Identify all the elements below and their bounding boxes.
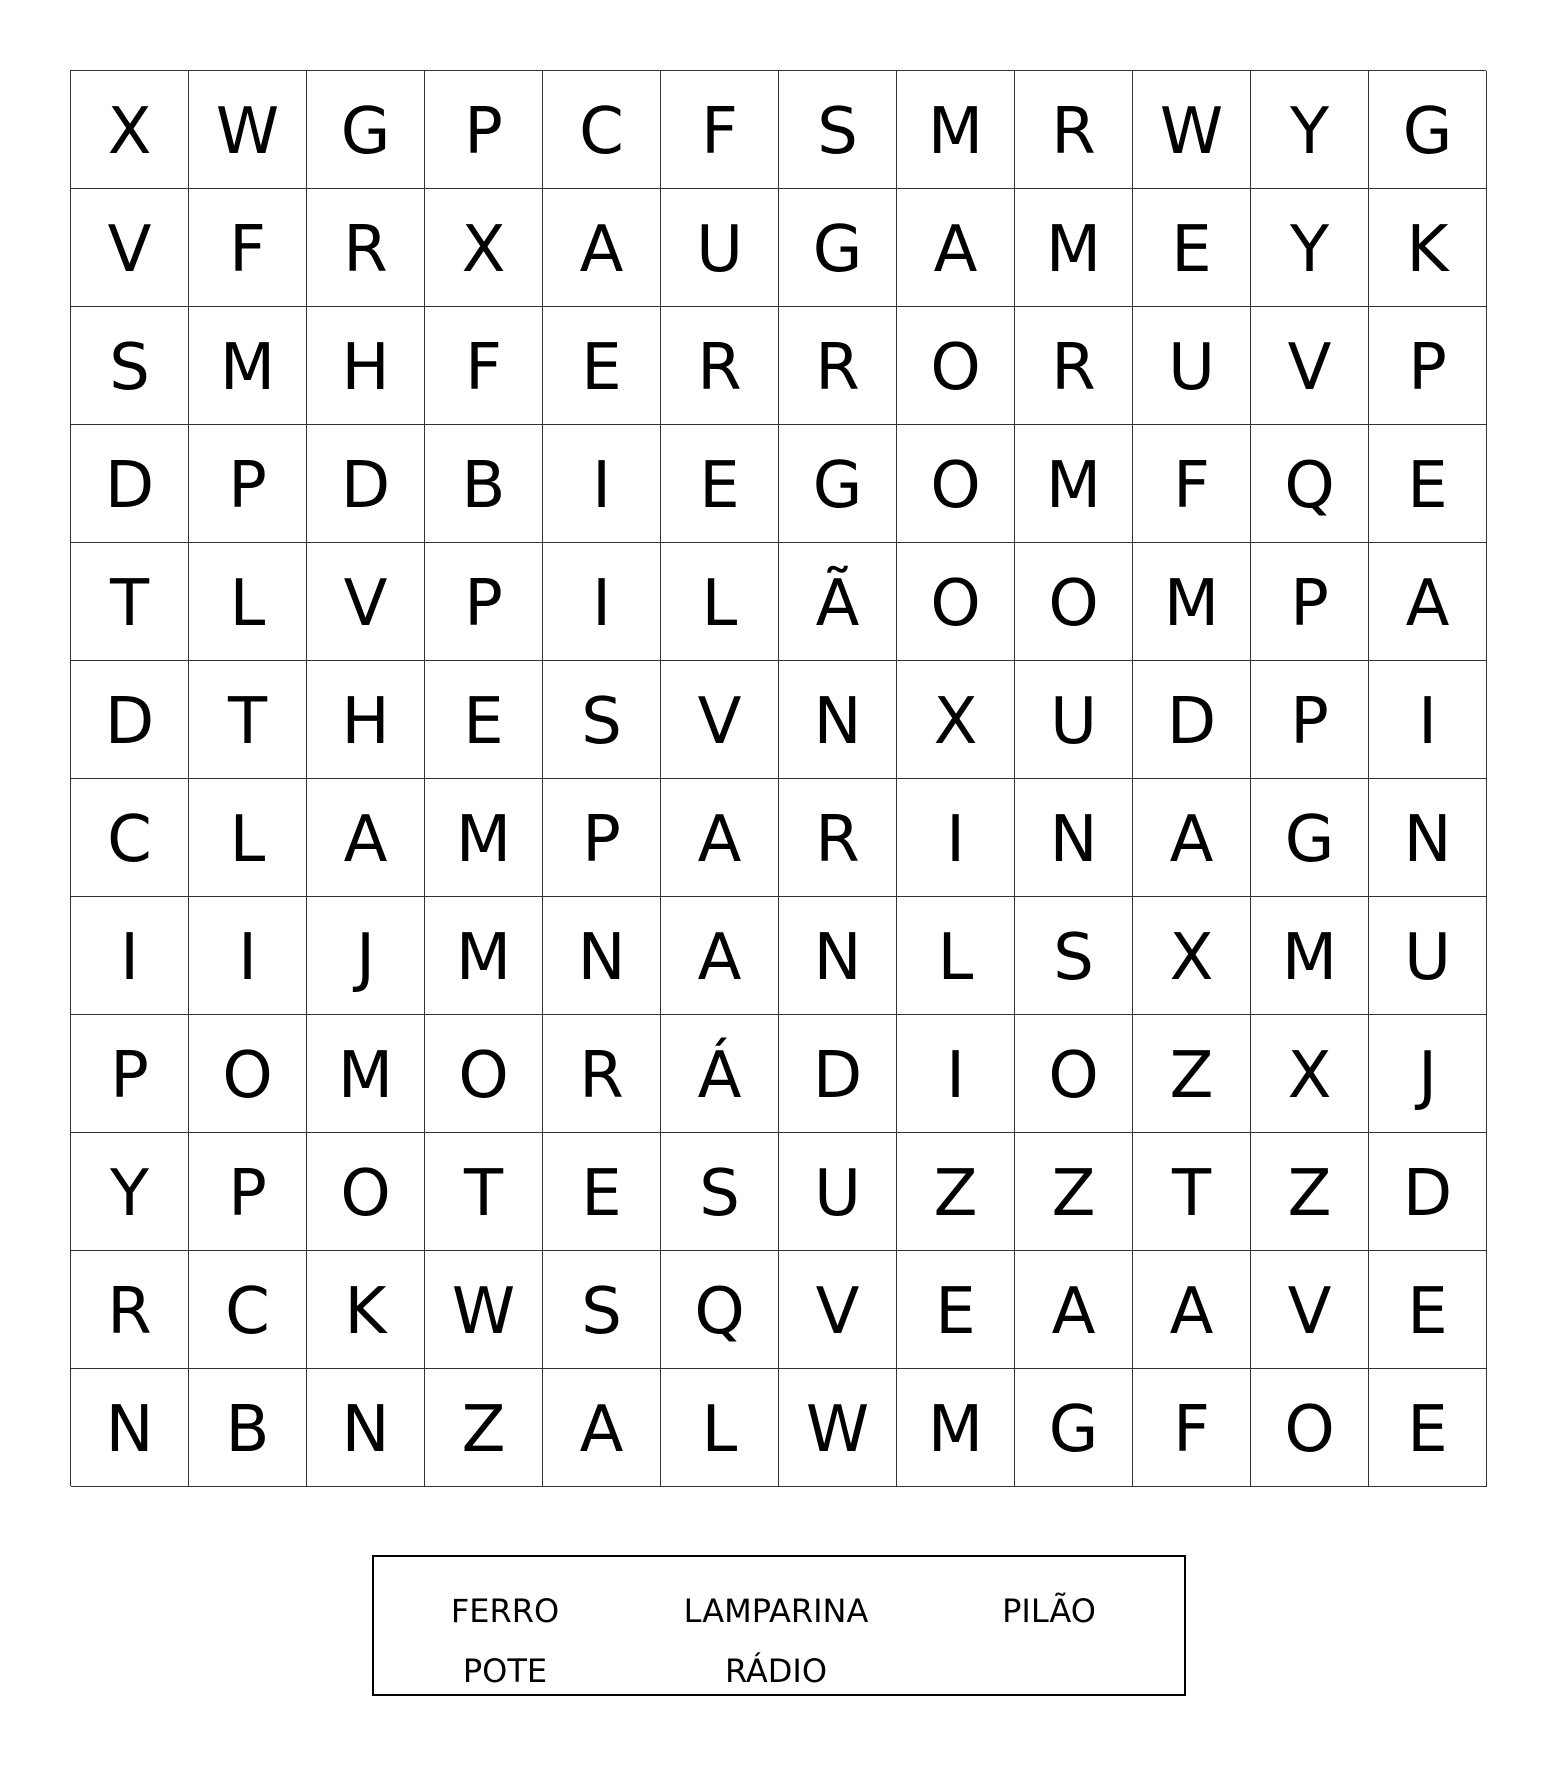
grid-cell[interactable]: P: [425, 543, 543, 661]
grid-cell[interactable]: U: [1133, 307, 1251, 425]
grid-cell[interactable]: Z: [1133, 1015, 1251, 1133]
grid-cell[interactable]: X: [897, 661, 1015, 779]
grid-cell[interactable]: N: [307, 1369, 425, 1487]
grid-cell[interactable]: Á: [661, 1015, 779, 1133]
grid-cell[interactable]: Z: [1015, 1133, 1133, 1251]
grid-cell[interactable]: F: [425, 307, 543, 425]
grid-cell[interactable]: V: [71, 189, 189, 307]
grid-cell[interactable]: S: [543, 661, 661, 779]
grid-cell[interactable]: O: [1015, 1015, 1133, 1133]
grid-cell[interactable]: V: [307, 543, 425, 661]
grid-cell[interactable]: M: [425, 779, 543, 897]
grid-cell[interactable]: E: [897, 1251, 1015, 1369]
grid-cell[interactable]: U: [779, 1133, 897, 1251]
grid-cell[interactable]: I: [1369, 661, 1487, 779]
grid-cell[interactable]: L: [661, 543, 779, 661]
grid-cell[interactable]: R: [661, 307, 779, 425]
grid-cell[interactable]: W: [779, 1369, 897, 1487]
grid-cell[interactable]: W: [1133, 71, 1251, 189]
grid-cell[interactable]: G: [1369, 71, 1487, 189]
grid-cell[interactable]: T: [71, 543, 189, 661]
grid-cell[interactable]: M: [1015, 425, 1133, 543]
grid-cell[interactable]: S: [71, 307, 189, 425]
grid-cell[interactable]: X: [425, 189, 543, 307]
grid-cell[interactable]: T: [1133, 1133, 1251, 1251]
grid-cell[interactable]: A: [661, 897, 779, 1015]
grid-cell[interactable]: O: [1015, 543, 1133, 661]
word-item: PILÃO: [1002, 1592, 1096, 1630]
word-list-box: [372, 1555, 1186, 1696]
grid-cell[interactable]: H: [307, 307, 425, 425]
grid-cell[interactable]: P: [189, 1133, 307, 1251]
grid-cell[interactable]: L: [189, 543, 307, 661]
grid-cell[interactable]: Q: [661, 1251, 779, 1369]
grid-cell[interactable]: C: [543, 71, 661, 189]
grid-cell[interactable]: I: [543, 425, 661, 543]
grid-cell[interactable]: D: [307, 425, 425, 543]
grid-cell[interactable]: O: [1251, 1369, 1369, 1487]
grid-cell[interactable]: S: [1015, 897, 1133, 1015]
grid-cell[interactable]: F: [189, 189, 307, 307]
grid-cell[interactable]: S: [543, 1251, 661, 1369]
grid-cell[interactable]: M: [425, 897, 543, 1015]
grid-cell[interactable]: R: [307, 189, 425, 307]
grid-cell[interactable]: M: [189, 307, 307, 425]
grid-cell[interactable]: Z: [897, 1133, 1015, 1251]
grid-cell[interactable]: G: [779, 189, 897, 307]
grid-cell[interactable]: R: [779, 779, 897, 897]
grid-cell[interactable]: F: [1133, 1369, 1251, 1487]
grid-cell[interactable]: G: [1251, 779, 1369, 897]
grid-cell[interactable]: A: [1369, 543, 1487, 661]
grid-cell[interactable]: O: [307, 1133, 425, 1251]
grid-cell[interactable]: U: [661, 189, 779, 307]
grid-cell[interactable]: I: [543, 543, 661, 661]
grid-cell[interactable]: E: [1133, 189, 1251, 307]
grid-cell[interactable]: P: [71, 1015, 189, 1133]
grid-cell[interactable]: X: [1251, 1015, 1369, 1133]
grid-cell[interactable]: P: [1251, 661, 1369, 779]
grid-cell[interactable]: S: [779, 71, 897, 189]
grid-cell[interactable]: Y: [1251, 71, 1369, 189]
word-item: LAMPARINA: [683, 1592, 869, 1630]
grid-cell[interactable]: M: [897, 1369, 1015, 1487]
grid-cell[interactable]: A: [1133, 779, 1251, 897]
grid-cell[interactable]: P: [189, 425, 307, 543]
grid-cell[interactable]: D: [71, 661, 189, 779]
grid-cell[interactable]: Z: [425, 1369, 543, 1487]
grid-cell[interactable]: M: [897, 71, 1015, 189]
grid-cell[interactable]: G: [1015, 1369, 1133, 1487]
grid-cell[interactable]: D: [71, 425, 189, 543]
grid-cell[interactable]: V: [779, 1251, 897, 1369]
grid-cell[interactable]: O: [897, 425, 1015, 543]
grid-cell[interactable]: A: [1015, 1251, 1133, 1369]
grid-cell[interactable]: T: [425, 1133, 543, 1251]
grid-cell[interactable]: C: [189, 1251, 307, 1369]
grid-cell[interactable]: N: [779, 897, 897, 1015]
grid-cell[interactable]: R: [1015, 307, 1133, 425]
grid-cell[interactable]: E: [1369, 425, 1487, 543]
grid-cell[interactable]: M: [1251, 897, 1369, 1015]
grid-cell[interactable]: Ã: [779, 543, 897, 661]
grid-cell[interactable]: L: [661, 1369, 779, 1487]
grid-cell[interactable]: F: [1133, 425, 1251, 543]
grid-cell[interactable]: R: [1015, 71, 1133, 189]
grid-cell[interactable]: A: [307, 779, 425, 897]
grid-cell[interactable]: J: [1369, 1015, 1487, 1133]
grid-cell[interactable]: N: [1015, 779, 1133, 897]
grid-cell[interactable]: E: [1369, 1251, 1487, 1369]
word-item: RÁDIO: [724, 1652, 828, 1690]
grid-cell[interactable]: A: [543, 1369, 661, 1487]
grid-cell[interactable]: O: [897, 307, 1015, 425]
grid-cell[interactable]: R: [71, 1251, 189, 1369]
grid-cell[interactable]: S: [661, 1133, 779, 1251]
grid-cell[interactable]: D: [1369, 1133, 1487, 1251]
grid-cell[interactable]: R: [779, 307, 897, 425]
grid-cell[interactable]: D: [1133, 661, 1251, 779]
grid-cell[interactable]: A: [897, 189, 1015, 307]
grid-cell[interactable]: P: [543, 779, 661, 897]
grid-cell[interactable]: I: [189, 897, 307, 1015]
grid-cell[interactable]: M: [1133, 543, 1251, 661]
grid-cell[interactable]: N: [1369, 779, 1487, 897]
grid-cell[interactable]: P: [425, 71, 543, 189]
grid-cell[interactable]: N: [543, 897, 661, 1015]
grid-cell[interactable]: J: [307, 897, 425, 1015]
grid-cell[interactable]: G: [779, 425, 897, 543]
grid-cell[interactable]: B: [189, 1369, 307, 1487]
grid-cell[interactable]: M: [307, 1015, 425, 1133]
grid-cell[interactable]: I: [71, 897, 189, 1015]
grid-cell[interactable]: N: [71, 1369, 189, 1487]
grid-cell[interactable]: U: [1015, 661, 1133, 779]
grid-cell[interactable]: E: [1369, 1369, 1487, 1487]
grid-cell[interactable]: P: [1251, 543, 1369, 661]
grid-cell[interactable]: V: [661, 661, 779, 779]
letter-grid: [70, 70, 1486, 1486]
grid-cell[interactable]: Z: [1251, 1133, 1369, 1251]
grid-cell[interactable]: A: [661, 779, 779, 897]
grid-cell[interactable]: A: [1133, 1251, 1251, 1369]
grid-cell[interactable]: D: [779, 1015, 897, 1133]
grid-cell[interactable]: X: [1133, 897, 1251, 1015]
grid-cell[interactable]: I: [897, 1015, 1015, 1133]
word-item: FERRO: [450, 1592, 560, 1630]
grid-cell[interactable]: Q: [1251, 425, 1369, 543]
grid-cell[interactable]: F: [661, 71, 779, 189]
word-item: POTE: [462, 1652, 548, 1690]
grid-cell[interactable]: M: [1015, 189, 1133, 307]
grid-cell[interactable]: B: [425, 425, 543, 543]
grid-cell[interactable]: R: [543, 1015, 661, 1133]
grid-cell[interactable]: I: [897, 779, 1015, 897]
grid-cell[interactable]: W: [425, 1251, 543, 1369]
grid-cell[interactable]: V: [1251, 1251, 1369, 1369]
grid-cell[interactable]: H: [307, 661, 425, 779]
grid-cell[interactable]: C: [71, 779, 189, 897]
grid-cell[interactable]: E: [661, 425, 779, 543]
grid-cell[interactable]: P: [1369, 307, 1487, 425]
grid-cell[interactable]: E: [425, 661, 543, 779]
grid-cell[interactable]: O: [189, 1015, 307, 1133]
grid-cell[interactable]: K: [307, 1251, 425, 1369]
grid-cell[interactable]: L: [897, 897, 1015, 1015]
grid-cell[interactable]: W: [189, 71, 307, 189]
grid-cell[interactable]: U: [1369, 897, 1487, 1015]
grid-cell[interactable]: Y: [1251, 189, 1369, 307]
grid-cell[interactable]: Y: [71, 1133, 189, 1251]
grid-cell[interactable]: L: [189, 779, 307, 897]
grid-cell[interactable]: T: [189, 661, 307, 779]
grid-cell[interactable]: O: [425, 1015, 543, 1133]
grid-cell[interactable]: G: [307, 71, 425, 189]
grid-cell[interactable]: E: [543, 1133, 661, 1251]
grid-cell[interactable]: X: [71, 71, 189, 189]
grid-cell[interactable]: N: [779, 661, 897, 779]
grid-cell[interactable]: E: [543, 307, 661, 425]
grid-cell[interactable]: K: [1369, 189, 1487, 307]
grid-cell[interactable]: V: [1251, 307, 1369, 425]
grid-cell[interactable]: O: [897, 543, 1015, 661]
grid-cell[interactable]: A: [543, 189, 661, 307]
